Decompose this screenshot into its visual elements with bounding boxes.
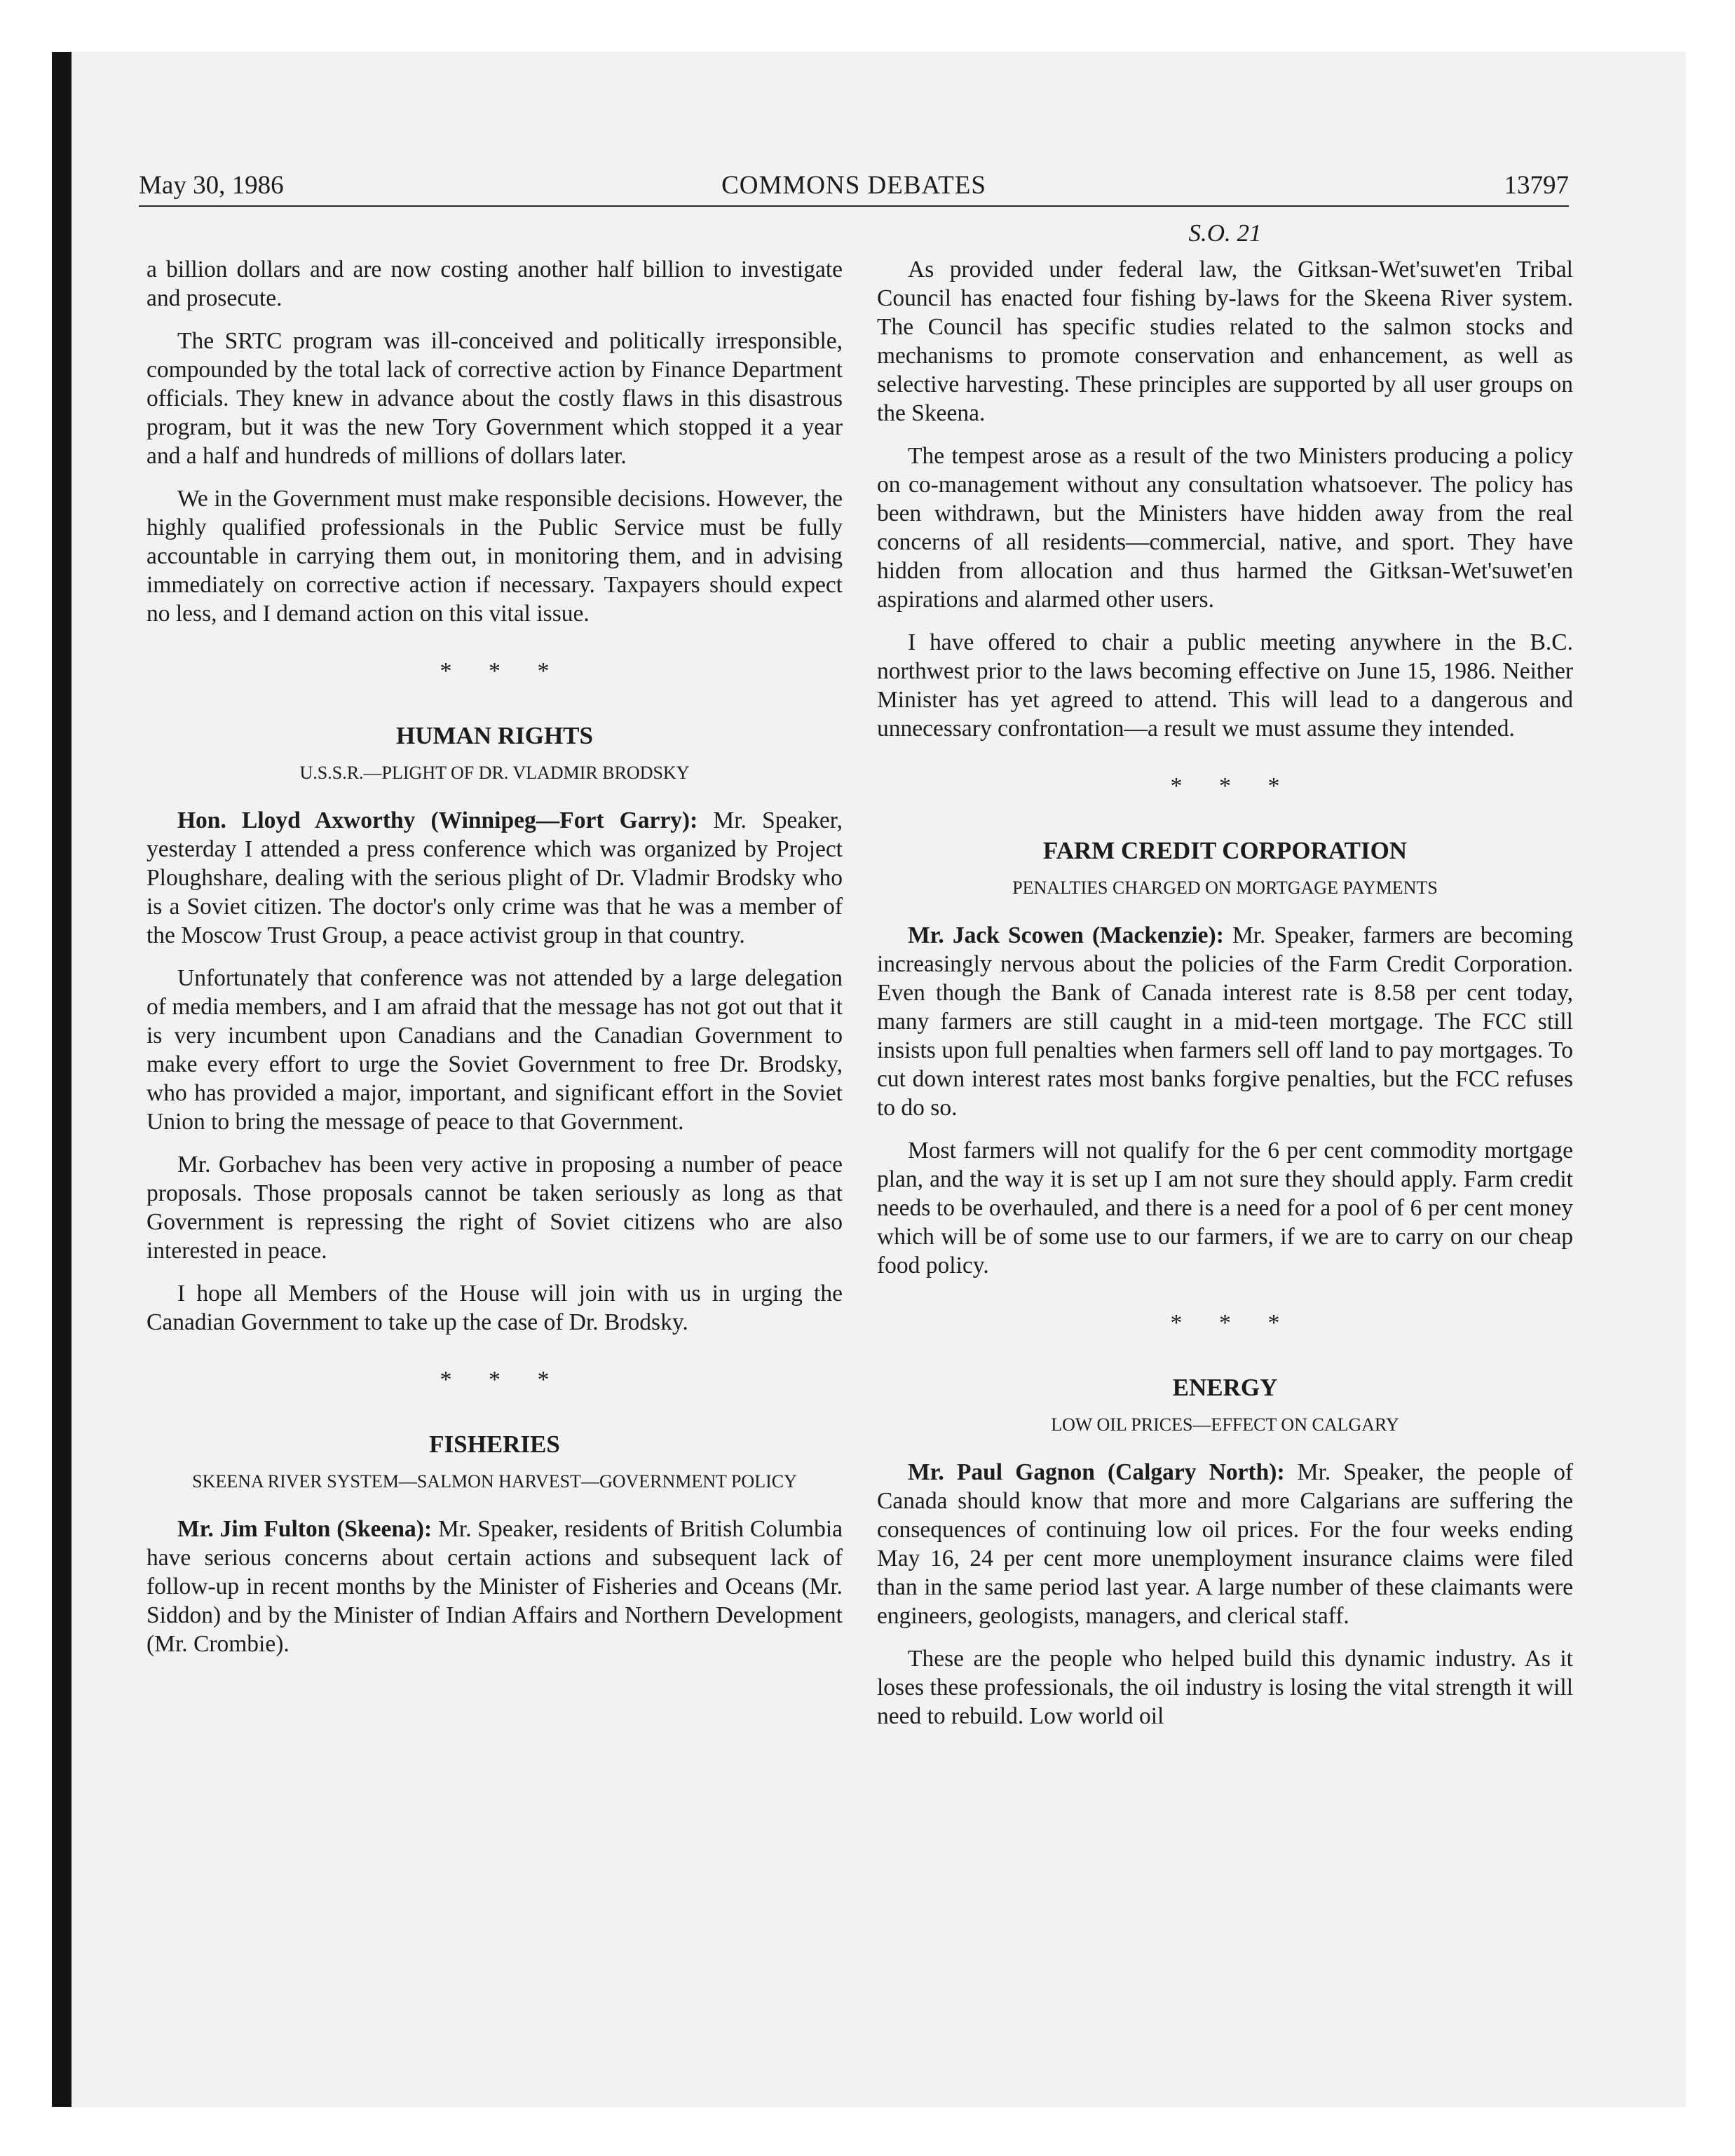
speaker-name: Mr. Jack Scowen (Mackenzie): bbox=[908, 922, 1224, 948]
paragraph: The tempest arose as a result of the two Ministers producing a policy on co-management without any consultation whatsoever. The policy has been withdrawn, but the Ministers have hidden away from the real concerns of all residents—commercial, native, and sport. They have hidden from allocation and thus harmed the Gitksan-Wet'suwet'en aspirations and alarmed other users. bbox=[877, 443, 1573, 613]
speaker-name: Mr. Jim Fulton (Skeena): bbox=[177, 1516, 433, 1542]
paragraph: I hope all Members of the House will join with us in urging the Canadian Government to take up the case of Dr. Brodsky. bbox=[147, 1281, 843, 1335]
left-column bbox=[147, 210, 843, 1672]
paragraph: As provided under federal law, the Gitksan-Wet'suwet'en Tribal Council has enacted four fishing by-laws for the Skeena River system. The Council has specific studies related to the salmon stocks and mechanisms to promote conservation and enhancement, as well as selective harvesting. These principles are supported by all user groups on the Skeena. bbox=[877, 257, 1573, 426]
speaker-name: Mr. Paul Gagnon (Calgary North): bbox=[908, 1459, 1285, 1485]
section-separator: * * * bbox=[440, 658, 565, 684]
section-heading-human-rights: HUMAN RIGHTS bbox=[396, 722, 593, 749]
paragraph bbox=[147, 806, 843, 950]
section-subheading: LOW OIL PRICES—EFFECT ON CALGARY bbox=[1051, 1414, 1399, 1435]
speech-text: Mr. Speaker, farmers are becoming increasingly nervous about the policies of the Farm Credit Corporation. Even though the Bank of Canada interest rate is 8.58 per cent today, many farmers are still caught in a mid-teen mortgage. The FCC still insists upon full penalties when farmers sell off land to pay mortgages. To cut down interest rates most banks forgive penalties, but the FCC refuses to do so. bbox=[877, 922, 1573, 1121]
paragraph bbox=[147, 1515, 843, 1658]
speech-text: Mr. Speaker, the people of Canada should know that more and more Calgarians are suffering the consequences of continuing low oil prices. For the four weeks ending May 16, 24 per cent more unemployment insurance claims were filed than in the same period last year. A large number of these claimants were engineers, geologists, managers, and clerical staff. bbox=[877, 1459, 1573, 1629]
page-header bbox=[139, 170, 1569, 207]
section-separator: * * * bbox=[440, 1367, 565, 1393]
paragraph bbox=[877, 921, 1573, 1122]
scan-edge-bar bbox=[52, 52, 72, 2107]
section-heading-fisheries: FISHERIES bbox=[429, 1431, 560, 1458]
paragraph bbox=[877, 1458, 1573, 1630]
paragraph: I have offered to chair a public meeting anywhere in the B.C. northwest prior to the laws becoming effective on June 15, 1986. Neither Minister has yet agreed to attend. This will lead to a dangerous and unnecessary confrontation—a result we must assume they intended. bbox=[877, 629, 1573, 742]
paragraph: a billion dollars and are now costing another half billion to investigate and prosecute. bbox=[147, 257, 843, 311]
section-separator: * * * bbox=[1170, 1310, 1295, 1336]
section-separator: * * * bbox=[1170, 773, 1295, 799]
running-head: S.O. 21 bbox=[1188, 219, 1262, 247]
paragraph: The SRTC program was ill-conceived and politically irresponsible, compounded by the total lack of corrective action by Finance Department officials. They knew in advance about the costly flaws in this disastrous program, but it was the new Tory Government which stopped it a year and a half and hundreds of millions of dollars later. bbox=[147, 328, 843, 469]
speaker-name: Hon. Lloyd Axworthy (Winnipeg—Fort Garry): bbox=[177, 807, 698, 833]
section-subheading: PENALTIES CHARGED ON MORTGAGE PAYMENTS bbox=[1012, 878, 1438, 898]
section-subheading: SKEENA RIVER SYSTEM—SALMON HARVEST—GOVERNMENT POLICY bbox=[192, 1471, 797, 1492]
paragraph: Most farmers will not qualify for the 6 per cent commodity mortgage plan, and the way it is set up I am not sure they should apply. Farm credit needs to be overhauled, and there is a need for a pool of 6 per cent money which will be of some use to our farmers, if we are to carry on our cheap food policy. bbox=[877, 1138, 1573, 1278]
section-subheading: U.S.S.R.—PLIGHT OF DR. VLADMIR BRODSKY bbox=[299, 763, 690, 783]
header-page-number: 13797 bbox=[1504, 171, 1569, 200]
header-date: May 30, 1986 bbox=[139, 171, 284, 200]
paragraph: Mr. Gorbachev has been very active in proposing a number of peace proposals. Those proposals cannot be taken seriously as long as that Government is repressing the right of Soviet citizens who are also interested in peace. bbox=[147, 1152, 843, 1264]
section-heading-farm-credit: FARM CREDIT CORPORATION bbox=[1042, 837, 1408, 864]
speech-text: Mr. Speaker, residents of British Columbia have serious concerns about certain actions and subsequent lack of follow-up in recent months by the Minister of Fisheries and Oceans (Mr. Siddon) and by the Minister of Indian Affairs and Northern Development (Mr. Crombie). bbox=[147, 1516, 843, 1657]
header-rule bbox=[139, 205, 1569, 207]
header-publication: COMMONS DEBATES bbox=[721, 171, 986, 200]
paragraph: Unfortunately that conference was not attended by a large delegation of media members, and I am afraid that the message has not got out that it is very incumbent upon Canadians and the Canadian Government to make every effort to urge the Soviet Government to free Dr. Brodsky, who has provided a major, important, and significant effort in the Soviet Union to bring the message of peace to that Government. bbox=[147, 965, 843, 1135]
section-heading-energy: ENERGY bbox=[1172, 1374, 1278, 1401]
right-column bbox=[877, 210, 1573, 1745]
paragraph: These are the people who helped build this dynamic industry. As it loses these professionals, the oil industry is losing the vital strength it will need to rebuild. Low world oil bbox=[877, 1646, 1573, 1729]
paragraph: We in the Government must make responsible decisions. However, the highly qualified professionals in the Public Service must be fully accountable in carrying them out, in monitoring them, and in advising immediately on corrective action if necessary. Taxpayers should expect no less, and I demand action on this vital issue. bbox=[147, 486, 843, 627]
speech-text: Mr. Speaker, yesterday I attended a press conference which was organized by Project Ploughshare, dealing with the serious plight of Dr. Vladmir Brodsky who is a Soviet citizen. The doctor's only crime was that he was a member of the Moscow Trust Group, a peace activist group in that country. bbox=[147, 807, 843, 948]
